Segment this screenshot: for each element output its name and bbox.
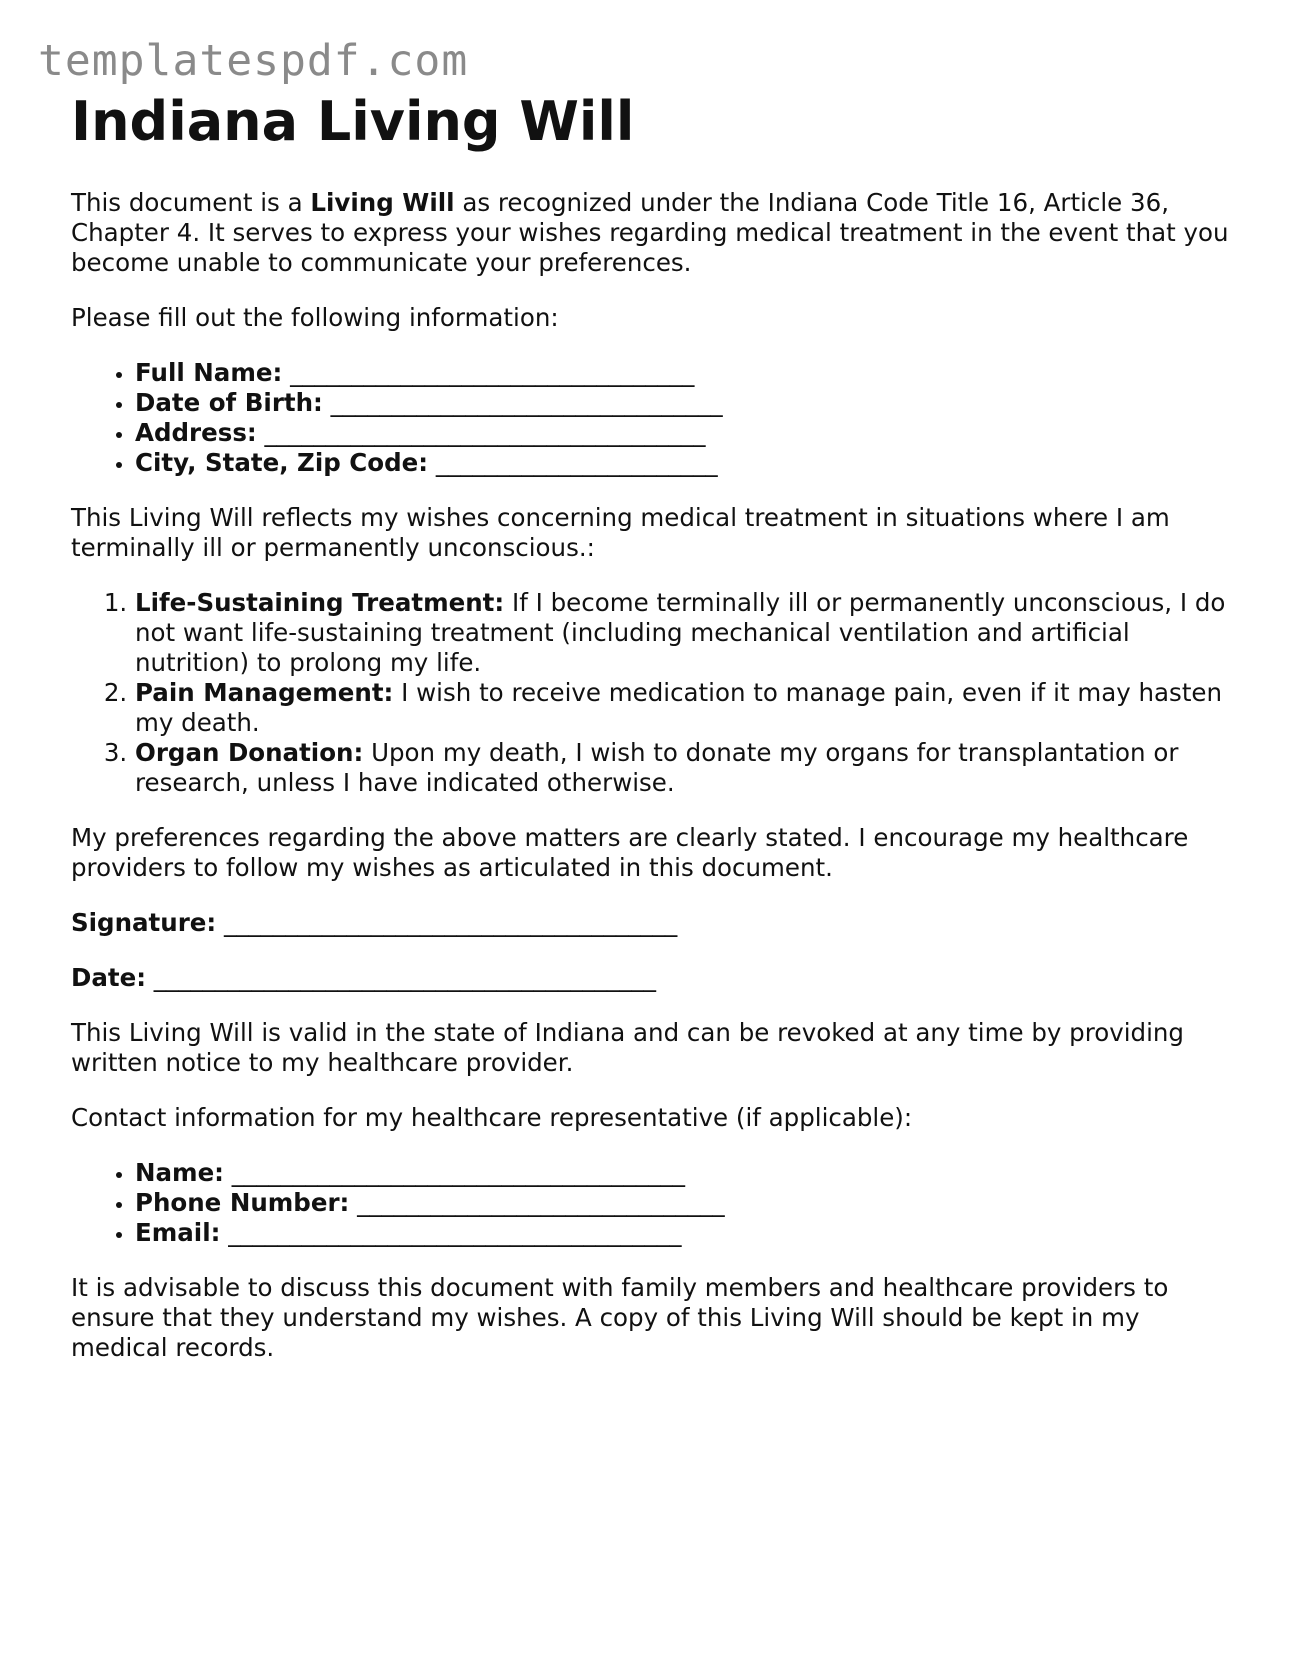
intro-post: as recognized under the Indiana Code Title 16, Article 36, Chapter 4. It serves to express your wishes regarding medical treatment in the event that you become unable to communicate your preferences. [71,188,1229,277]
wish-text: Upon my death, I wish to donate my organs for transplantation or research, unless I have indicated otherwise. [135,738,1179,797]
contact-fields-list [71,1158,1231,1248]
wish-item [135,678,1231,738]
wish-text: If I become terminally ill or permanently unconscious, I do not want life-sustaining treatment (including mechanical ventilation and artificial nutrition) to prolong my life. [135,588,1226,677]
wishes-list [71,588,1231,798]
fill-blank[interactable]: _____________________________________ [231,1158,686,1187]
preferences-paragraph: My preferences regarding the above matters are clearly stated. I encourage my healthcare providers to follow my wishes as articulated in this document. [71,823,1189,882]
fill-blank[interactable]: ____________________________________ [264,418,706,447]
field-label: Address: [135,418,257,447]
field-label: Name: [135,1158,224,1187]
fill-blank[interactable]: _____________________________________ [228,1218,682,1247]
field-city-state-zip [135,448,1231,478]
fill-prompt: Please fill out the following information: [71,303,559,332]
document-page [71,90,1231,1363]
personal-fields-list [71,358,1231,478]
date-blank[interactable]: _________________________________________ [153,963,657,992]
field-label: Date of Birth: [135,388,323,417]
signature-blank[interactable]: _____________________________________ [224,908,678,937]
field-rep-phone [135,1188,1231,1218]
field-date-of-birth [135,388,1231,418]
wish-label: Organ Donation: [135,738,364,767]
document-title: Indiana Living Will [71,90,635,153]
fill-blank[interactable]: _______________________ [435,448,718,477]
fill-blank[interactable]: ________________________________ [330,388,723,417]
validity-paragraph: This Living Will is valid in the state of Indiana and can be revoked at any time by providing written notice to my healthcare provider. [71,1018,1184,1077]
wish-label: Pain Management: [135,678,394,707]
field-rep-email [135,1218,1231,1248]
intro-bold: Living Will [310,188,455,217]
wish-label: Life-Sustaining Treatment: [135,588,505,617]
wish-text: I wish to receive medication to manage pain, even if it may hasten my death. [135,678,1223,737]
field-address [135,418,1231,448]
field-label: Full Name: [135,358,283,387]
advisory-paragraph: It is advisable to discuss this document with family members and healthcare providers to ensure that they understand my wishes. A copy of this Living Will should be kept in my medical records. [71,1273,1169,1362]
date-line [71,963,1231,993]
signature-line [71,908,1231,938]
reflects-paragraph: This Living Will reflects my wishes concerning medical treatment in situations where I am terminally ill or permanently unconscious.: [71,503,1170,562]
signature-label: Signature: [71,908,217,937]
date-label: Date: [71,963,146,992]
field-rep-name [135,1158,1231,1188]
watermark-text: templatespdf.com [38,36,469,86]
field-label: Phone Number: [135,1188,350,1217]
intro-pre: This document is a [71,188,311,217]
intro-paragraph [71,188,1231,278]
field-full-name [135,358,1231,388]
wish-item [135,588,1231,678]
fill-blank[interactable]: _________________________________ [290,358,695,387]
field-label: Email: [135,1218,221,1247]
field-label: City, State, Zip Code: [135,448,429,477]
contact-prompt: Contact information for my healthcare representative (if applicable): [71,1103,913,1132]
wish-item [135,738,1231,798]
fill-blank[interactable]: ______________________________ [357,1188,725,1217]
